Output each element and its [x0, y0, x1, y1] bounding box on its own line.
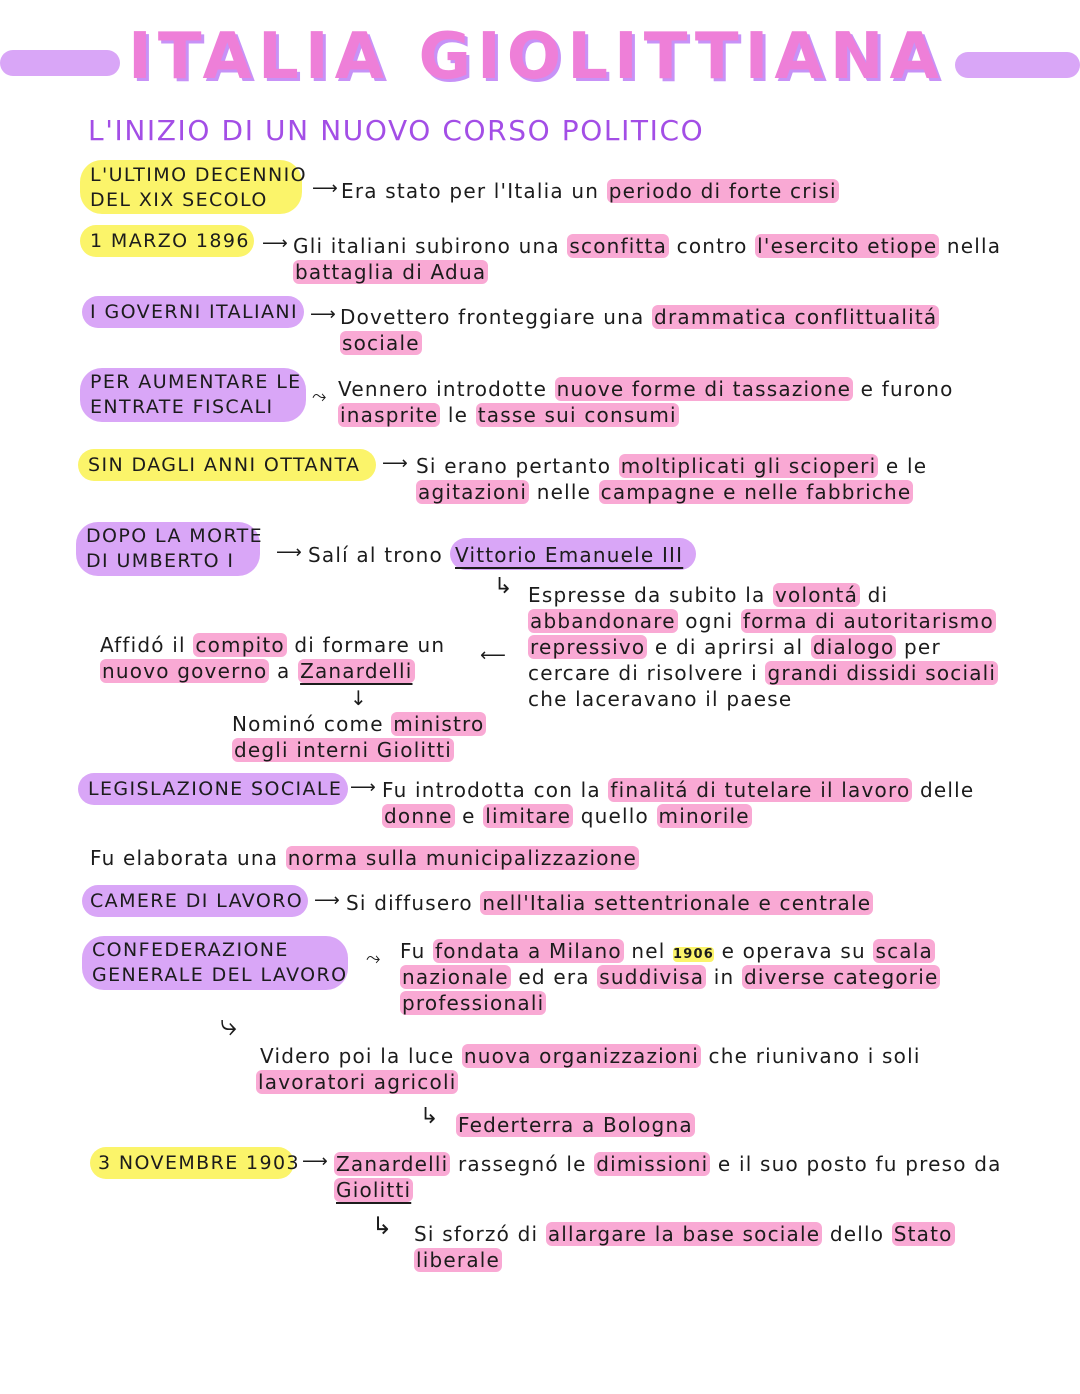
arrow-left-icon: ⟵: [480, 645, 506, 666]
note-confederazione-2: nazionale ed era suddivisa in diverse categorie: [402, 965, 939, 989]
label-entrate-fiscali: PER AUMENTARE LE ENTRATE FISCALI: [90, 371, 302, 418]
note-zanardelli: Affidó il compito di formare un: [100, 633, 446, 657]
note-ministro-2: degli interni Giolitti: [234, 738, 453, 762]
note-volonta-5: che laceravano il paese: [528, 687, 793, 711]
page-title: ITALIA GIOLITTIANA: [128, 20, 945, 94]
note-base-sociale: Si sforzó di allargare la base sociale dello Stato: [414, 1222, 953, 1246]
note-tassazione: Vennero introdotte nuove forme di tassazione e furono: [338, 377, 954, 401]
note-volonta-3: repressivo e di aprirsi al dialogo per: [530, 635, 941, 659]
note-organizzazioni: Videro poi la luce nuova organizzazioni che riunivano i soli: [260, 1044, 921, 1068]
arrow-right-icon: ⟶: [310, 304, 336, 325]
title-bar-right: [955, 52, 1080, 78]
note-dimissioni-2: Giolitti: [336, 1178, 412, 1202]
arrow-right-icon: ⤳: [312, 386, 327, 407]
note-volonta: Espresse da subito la volontá di: [528, 583, 889, 607]
note-municipalizzazione: Fu elaborata una norma sulla municipalizzazione: [90, 846, 638, 870]
note-camere: Si diffusero nell'Italia settentrionale e centrale: [346, 891, 872, 915]
label-governi-italiani: I GOVERNI ITALIANI: [90, 301, 298, 323]
label-morte-umberto: DOPO LA MORTE DI UMBERTO I: [86, 525, 264, 572]
arrow-right-icon: ⟶: [312, 178, 338, 199]
note-crisi: Era stato per l'Italia un periodo di forte crisi: [341, 179, 837, 203]
label-confederazione: CONFEDERAZIONE GENERALE DEL LAVORO: [92, 939, 348, 986]
arrow-right-icon: ⟶: [276, 542, 302, 563]
hook-arrow-icon: ↳: [420, 1104, 439, 1129]
arrow-down-icon: ↓: [350, 686, 367, 710]
note-zanardelli-2: nuovo governo a Zanardelli: [102, 659, 413, 683]
hook-arrow-icon: ⤷: [220, 1008, 237, 1043]
note-trono: Salí al trono: [308, 543, 443, 567]
hook-arrow-icon: ↳: [494, 574, 513, 599]
note-federterra: Federterra a Bologna: [458, 1113, 693, 1137]
note-base-sociale-2: liberale: [416, 1248, 501, 1272]
arrow-right-icon: ⟶: [382, 453, 408, 474]
arrow-right-icon: ⤳: [366, 948, 381, 969]
title-bar-left: [0, 50, 120, 76]
note-legislazione: Fu introdotta con la finalitá di tutelare il lavoro delle: [382, 778, 975, 802]
note-confederazione-3: professionali: [402, 991, 545, 1015]
arrow-right-icon: ⟶: [314, 890, 340, 911]
note-volonta-2: abbandonare ogni forma di autoritarismo: [530, 609, 994, 633]
note-organizzazioni-2: lavoratori agricoli: [258, 1070, 457, 1094]
note-tassazione-2: inasprite le tasse sui consumi: [340, 403, 677, 427]
vittorio-emanuele: Vittorio Emanuele III: [455, 543, 684, 567]
arrow-right-icon: ⟶: [350, 777, 376, 798]
label-marzo-1896: 1 MARZO 1896: [90, 230, 250, 252]
label-3-novembre-1903: 3 NOVEMBRE 1903: [98, 1152, 300, 1174]
note-legislazione-2: donne e limitare quello minorile: [384, 804, 750, 828]
label-legislazione-sociale: LEGISLAZIONE SOCIALE: [88, 778, 343, 800]
note-dimissioni: Zanardelli rassegnó le dimissioni e il suo posto fu preso da: [336, 1152, 1002, 1176]
note-confederazione: Fu fondata a Milano nel 1906 e operava su scala: [400, 939, 933, 963]
hook-arrow-icon: ↳: [372, 1212, 393, 1240]
page-subtitle: L'INIZIO DI UN NUOVO CORSO POLITICO: [88, 114, 705, 147]
note-adua-2: battaglia di Adua: [295, 260, 487, 284]
arrow-right-icon: ⟶: [262, 233, 288, 254]
label-anni-ottanta: SIN DAGLI ANNI OTTANTA: [88, 454, 361, 476]
note-volonta-4: cercare di risolvere i grandi dissidi sociali: [528, 661, 997, 685]
arrow-right-icon: ⟶: [302, 1151, 328, 1172]
label-ultimo-decennio: L'ULTIMO DECENNIO DEL XIX SECOLO: [90, 164, 307, 211]
note-adua: Gli italiani subirono una sconfitta contro l'esercito etiope nella: [293, 234, 1002, 258]
note-scioperi: Si erano pertanto moltiplicati gli scioperi e le: [416, 454, 928, 478]
note-conflittualita: Dovettero fronteggiare una drammatica conflittualitá: [340, 305, 938, 329]
note-ministro: Nominó come ministro: [232, 712, 485, 736]
note-conflittualita-2: sociale: [342, 331, 420, 355]
label-camere-lavoro: CAMERE DI LAVORO: [90, 890, 304, 912]
note-scioperi-2: agitazioni nelle campagne e nelle fabbriche: [418, 480, 912, 504]
